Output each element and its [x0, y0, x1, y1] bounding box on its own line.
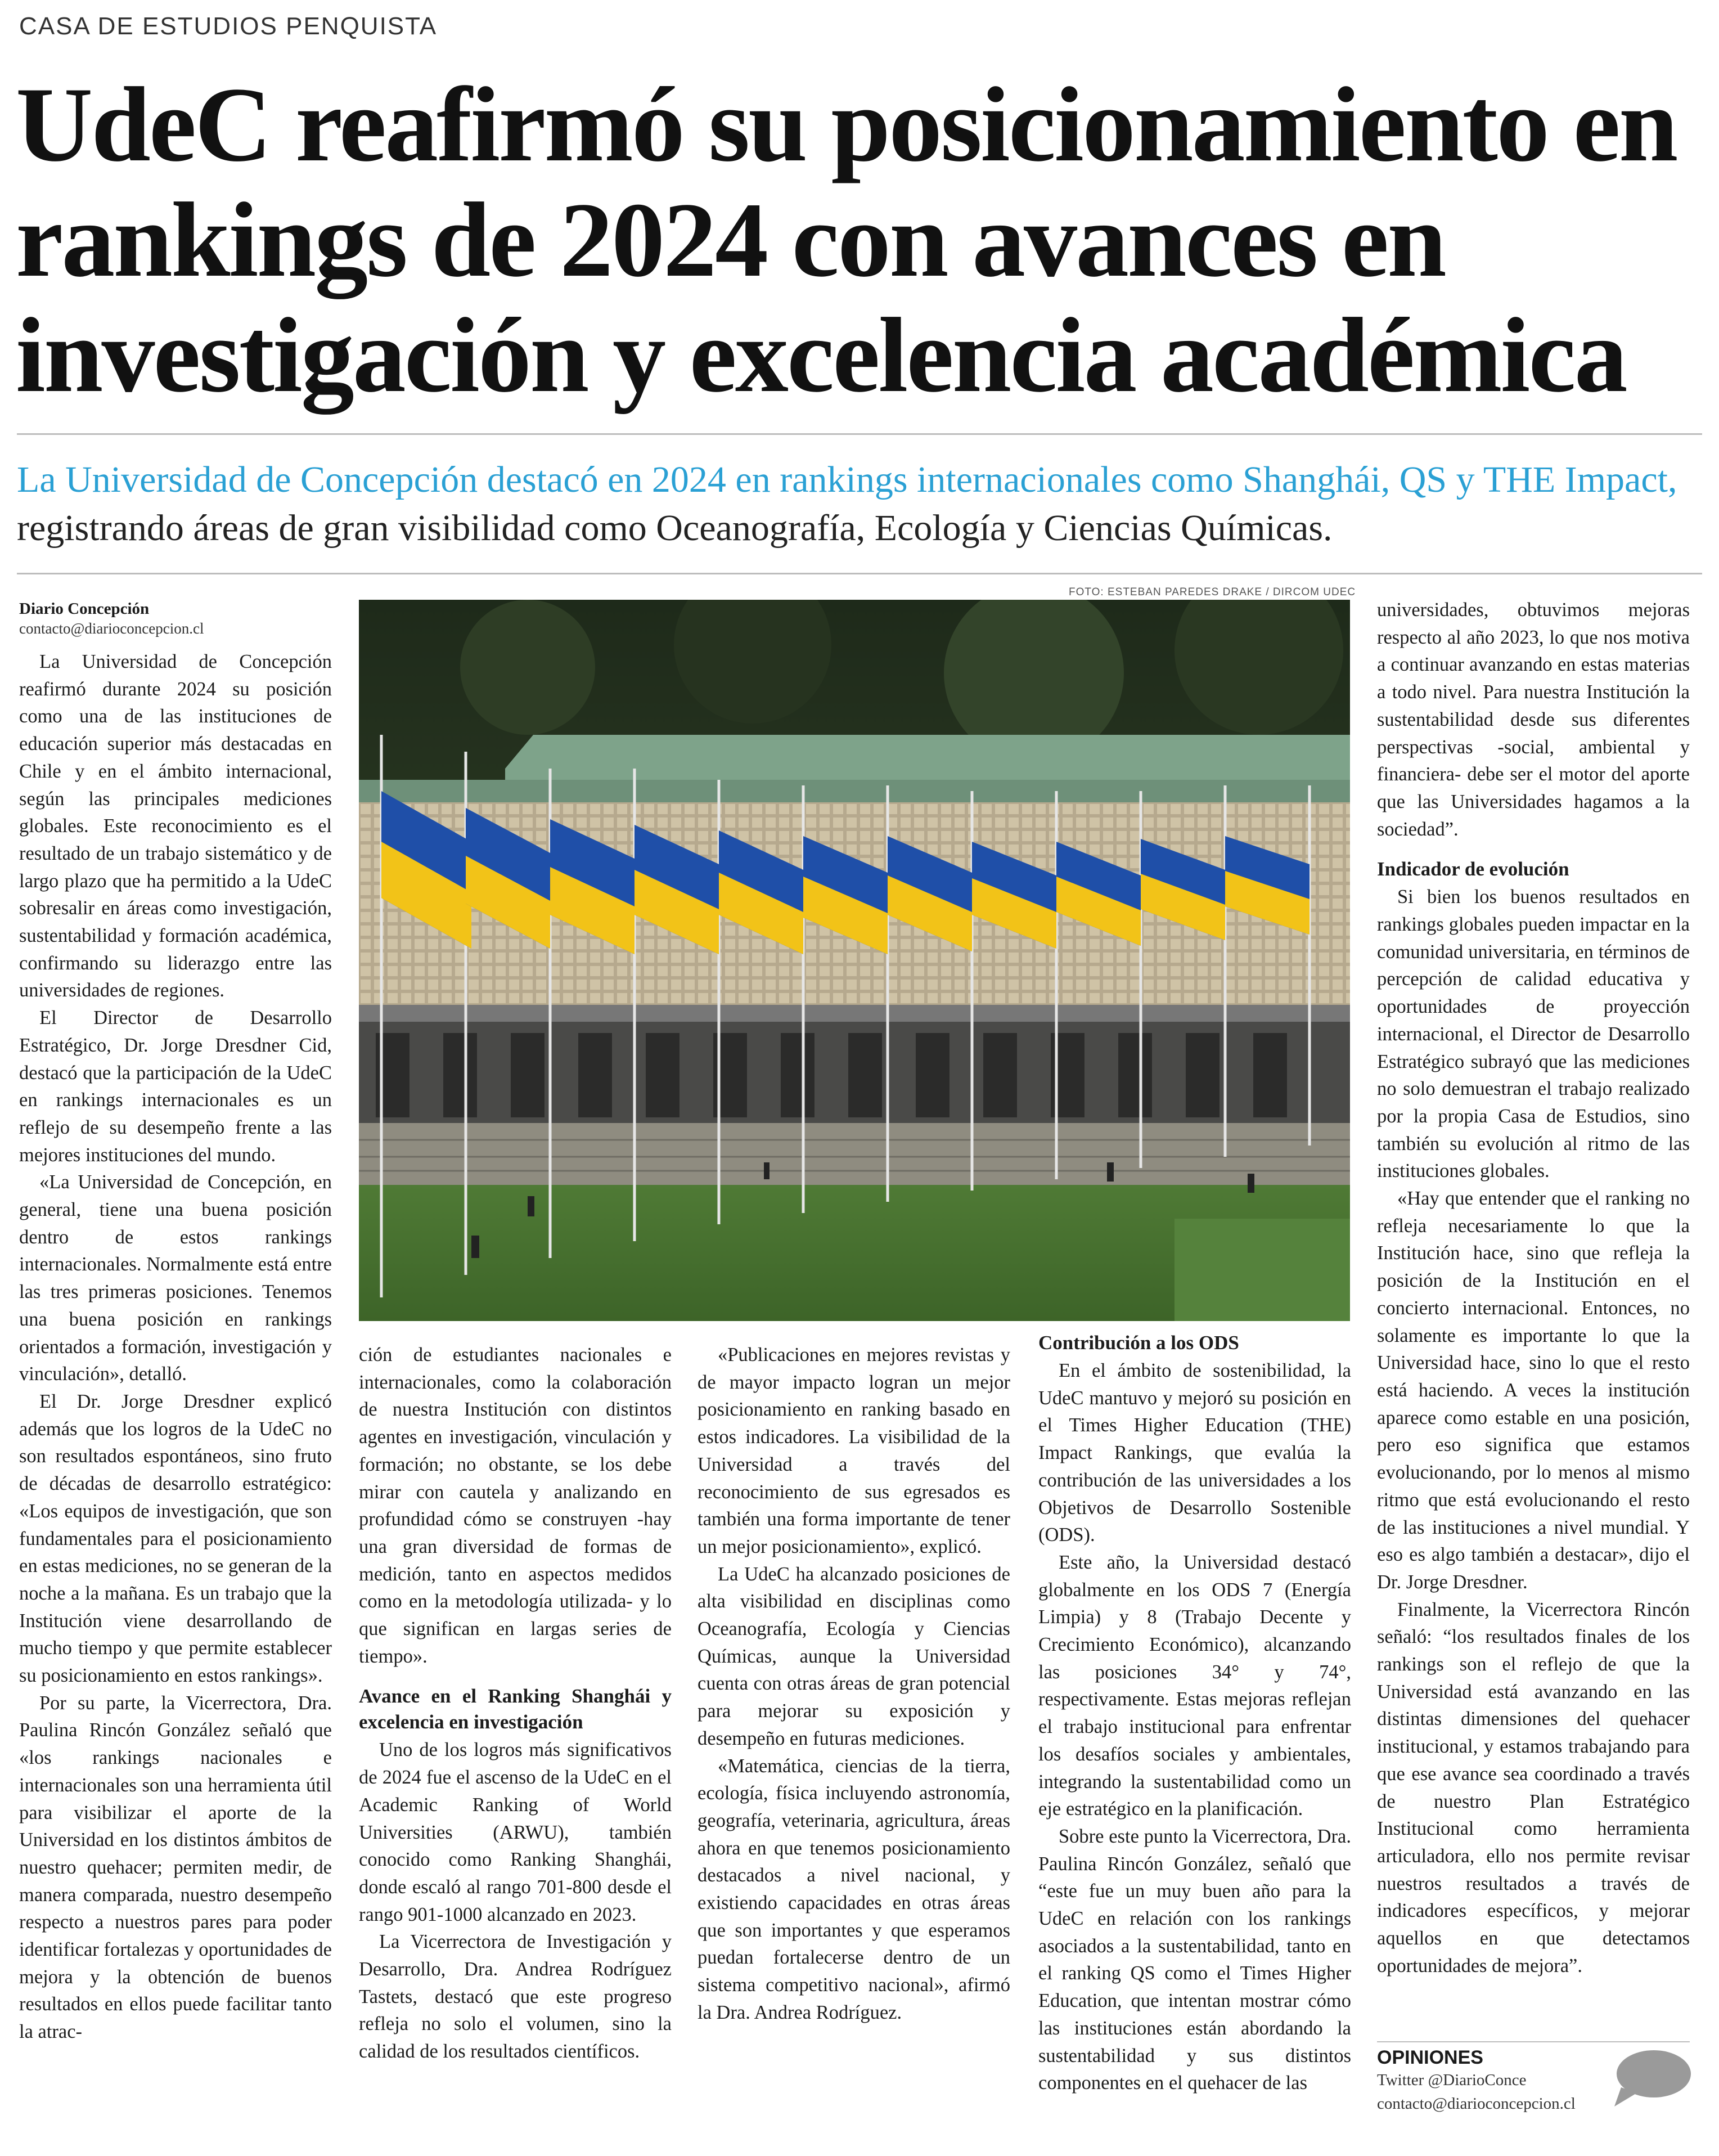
paragraph: La UdeC ha alcanzado posiciones de alta visibilidad en disciplinas como Oceanografía, Ecología y Ciencias Químicas, aunque la Universidad cuenta con otras áreas de gran potencial para mejorar su exposición y desempeño en futuras mediciones.	[698, 1563, 1010, 1749]
flags-building-illustration	[359, 600, 1350, 1321]
headline	[16, 68, 1698, 414]
paragraph: Sobre este punto la Vicerrectora, Dra. Paulina Rincón González, señaló que “este fue un muy buen año para la UdeC en relación con los rankings asociados a la sustentabilidad, tanto en el ranking QS como el Times Higher Education, que intentan mostrar cómo las instituciones están abordando la sustentabilidad y sus distintos componentes en el quehacer de las	[1038, 1825, 1351, 2094]
byline-author: Diario Concepción	[19, 600, 150, 618]
paragraph: «La Universidad de Concepción, en general, tiene una buena posición dentro de estos rankings internacionales. Normalmente está entre las tres primeras posiciones. Tenemos una buena posición en rankings orientados a formación, investigación y vinculación», detalló.	[19, 1171, 332, 1385]
speech-bubble-icon	[1609, 2048, 1693, 2113]
subheading-ods: Contribución a los ODS	[1038, 1332, 1239, 1354]
section-label: CASA DE ESTUDIOS PENQUISTA	[19, 12, 438, 40]
article-column-3	[698, 1341, 1010, 2027]
subheading-evolucion: Indicador de evolución	[1377, 858, 1569, 881]
opiniones-twitter[interactable]: Twitter @DiarioConce	[1377, 2071, 1527, 2089]
paragraph: Finalmente, la Vicerrectora Rincón señaló: “los resultados finales de los rankings son el reflejo de que la Universidad está avanzando en las distintas dimensiones del quehacer institucional, y estamos trabajando para que ese avance sea coordinado a través de nuestro Plan Estratégico Institucional como herramienta articuladora, ello nos permite revisar nuestros resultados a través de indicadores específicos, y mejorar aquellos en que detectamos oportunidades de mejora”.	[1377, 1598, 1690, 1977]
subheading-shanghai: Avance en el Ranking Shanghái y excelencia en investigación	[359, 1685, 672, 1733]
headline-bold: UdeC reafirmó su posicionamiento en rankings de 2024	[16, 66, 1677, 299]
article-column-2	[359, 1341, 672, 2065]
paragraph: universidades, obtuvimos mejoras respecto al año 2023, lo que nos motiva a continuar avanzando en estas materias a todo nivel. Para nuestra Institución la sustentabilidad desde sus diferentes perspectivas -social, ambiental y financiera- debe ser el motor del aporte que las Universidades hagamos a la sociedad”.	[1377, 599, 1690, 840]
top-divider	[17, 433, 1702, 435]
article-photo	[359, 600, 1350, 1321]
lead-rest: registrando áreas de gran visibilidad como Oceanografía, Ecología y Ciencias Químicas.	[17, 507, 1333, 549]
byline-email[interactable]: contacto@diarioconcepcion.cl	[19, 620, 204, 637]
article-column-1	[19, 648, 332, 2046]
paragraph: En el ámbito de sostenibilidad, la UdeC mantuvo y mejoró su posición en el Times Higher Education (THE) Impact Rankings, que evalúa la contribución de las universidades a los Objetivos de Desarrollo Sostenible (ODS).	[1038, 1360, 1351, 1546]
opiniones-divider	[1377, 2041, 1690, 2042]
paragraph: Este año, la Universidad destacó globalmente en los ODS 7 (Energía Limpia) y 8 (Trabajo Decente y Crecimiento Económico), alcanzando las posiciones 34° y 74°, respectivamente. Estas mejoras reflejan el trabajo institucional para enfrentar los desafíos sociales y ambientales, integrando la sustentabilidad como un eje estratégico en la planificación.	[1038, 1551, 1351, 1820]
article-column-4	[1038, 1330, 1351, 2097]
paragraph: Por su parte, la Vicerrectora, Dra. Paulina Rincón González señaló que «los rankings nacionales e internacionales son una herramienta útil para visibilizar el aporte de la Universidad en los distintos ámbitos de nuestro quehacer; permiten medir, de manera comparada, nuestro desempeño respecto a nuestros pares para poder identificar fortalezas y oportunidades de mejora y la obtención de buenos resultados en ellos puede facilitar tanto la atrac-	[19, 1692, 332, 2043]
paragraph: El Director de Desarrollo Estratégico, Dr. Jorge Dresdner Cid, destacó que la participación de la UdeC en rankings internacionales es un reflejo de su desempeño frente a las mejores instituciones del mundo.	[19, 1007, 332, 1166]
opiniones-title: OPINIONES	[1377, 2047, 1483, 2068]
lead-highlight: La Universidad de Concepción destacó en 2024 en rankings internacionales como Shanghái, QS y THE Impact,	[17, 459, 1677, 500]
paragraph: «Matemática, ciencias de la tierra, ecología, física incluyendo astronomía, geografía, veterinaria, agricultura, áreas ahora en que tenemos posicionamiento destacados a nivel nacional, y existiendo capacidades en otras áreas que son importantes y que esperamos puedan fortalecerse dentro de un sistema competitivo nacional», afirmó la Dra. Andrea Rodríguez.	[698, 1755, 1010, 2023]
opiniones-email[interactable]: contacto@diarioconcepcion.cl	[1377, 2095, 1576, 2113]
paragraph: La Universidad de Concepción reafirmó durante 2024 su posición como una de las instituciones de educación superior más destacadas en Chile y en el ámbito internacional, según las principales mediciones globales. Este reconocimiento es el resultado de un trabajo sistemático y de largo plazo que ha permitido a la UdeC sobresalir en áreas como investigación, sustentabilidad y formación académica, confirmando su liderazgo entre las universidades de regiones.	[19, 651, 332, 1001]
paragraph: Uno de los logros más significativos de 2024 fue el ascenso de la UdeC en el Academic Ranking of World Universities (ARWU), también conocido como Ranking Shanghái, donde escaló al rango 701-800 desde el rango 901-1000 alcanzado en 2023.	[359, 1739, 672, 1925]
lead-divider	[17, 573, 1702, 574]
article-column-5	[1377, 596, 1690, 1979]
paragraph: La Vicerrectora de Investigación y Desarrollo, Dra. Andrea Rodríguez Tastets, destacó que este progreso refleja no solo el volumen, sino la calidad de los resultados científicos.	[359, 1931, 672, 2063]
paragraph: «Publicaciones en mejores revistas y de mayor impacto logran un mejor posicionamiento en ranking basado en estos indicadores. La visibilidad de la Universidad a través del reconocimiento de sus egresados es también una forma importante de tener un mejor posicionamiento», explicó.	[698, 1344, 1010, 1557]
paragraph: «Hay que entender que el ranking no refleja necesariamente lo que la Institución hace, sino que refleja la posición de la Institución en el concierto internacional. Entonces, no solamente es importante lo que la Universidad hace, sino lo que el resto está haciendo. A veces la institución aparece como estable en una posición, pero eso significa que estamos evolucionando, por lo menos al mismo ritmo que está evolucionando el resto de las instituciones a nivel mundial. Y eso es algo también a destacar», dijo el Dr. Jorge Dresdner.	[1377, 1188, 1690, 1593]
headline-regular: con avances en investigación y excelencia académica	[16, 181, 1626, 415]
lead-paragraph	[17, 456, 1702, 553]
photo-credit: FOTO: ESTEBAN PAREDES DRAKE / DIRCOM UDEC	[1069, 586, 1356, 598]
paragraph: Si bien los buenos resultados en rankings globales pueden impactar en la comunidad universitaria, en términos de percepción de calidad educativa y oportunidades de proyección internacional, el Director de Desarrollo Estratégico subrayó que las mediciones no solo demuestran el trabajo realizado por la propia Casa de Estudios, sino también su evolución al ritmo de las instituciones globales.	[1377, 886, 1690, 1182]
paragraph: ción de estudiantes nacionales e internacionales, como la colaboración de nuestra Institución con distintos agentes en investigación, vinculación y formación; no obstante, se los debe mirar con cautela y analizando en profundidad cómo se construyen -hay una gran diversidad de formas de medición, tanto en aspectos medidos como en la metodología utilizada- y lo que significan en largas series de tiempo».	[359, 1344, 672, 1667]
paragraph: El Dr. Jorge Dresdner explicó además que los logros de la UdeC no son resultados espontáneos, sino fruto de décadas de desarrollo estratégico: «Los equipos de investigación, que son fundamentales para el posicionamiento en estas mediciones, no se generan de la noche a la mañana. Es un trabajo que la Institución viene desarrollando de mucho tiempo y que permite establecer su posicionamiento en estos rankings».	[19, 1390, 332, 1687]
